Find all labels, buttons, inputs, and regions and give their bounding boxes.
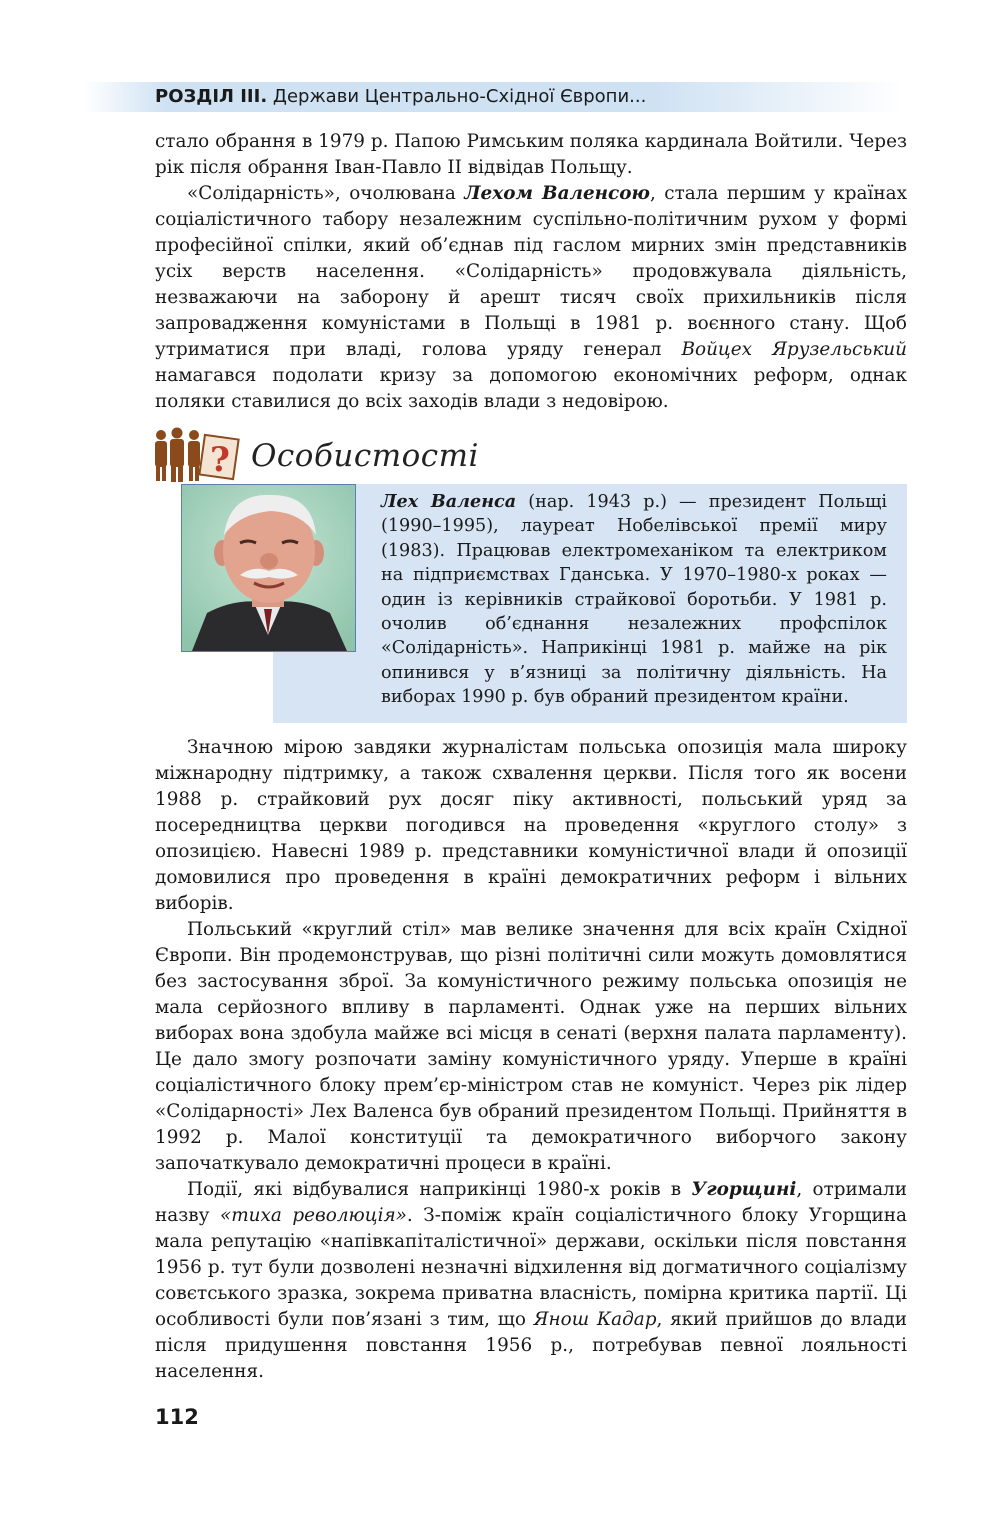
person-name: Войцех Ярузельський — [681, 339, 907, 360]
section-title: Держави Центрально-Східної Європи... — [272, 86, 647, 107]
bio-text: Лех Валенса (нар. 1943 р.) — президент Польщі (1990–1995), лауреат Нобелівської премії миру (1983). Працював електромеханіком та електриком на підприємствах Гданська. У 1970–1980-х роках — один із керівників страйкової боротьби. У 1981 р. очолив об’єднання незалежних профспілок «Солідарність». Наприкінці 1981 р. майже на рік опинився у в’язниці за політичну діяльність. На виборах 1990 р. був обраний президентом країни. — [381, 491, 887, 708]
paragraph: Події, які відбувалися наприкінці 1980-х років в Угорщині, отримали назву «тиха революція». З-поміж країн соціалістичного блоку Угорщина мала репутацію «напівкапіталістичної» держави, оскільки після повстання 1956 р. тут були дозволені незначні відхилення від догматичного соціалізму совєтського зразка, зокрема приватна власність, помірна критика партії. Ці особливості були пов’язані з тим, що Янош Кадар, який прийшов до влади після придушення повстання 1956 р., потребував певної лояльності населення. — [155, 1179, 907, 1382]
text-block-bottom — [155, 735, 907, 1385]
section-number: РОЗДІЛ III. — [155, 86, 268, 107]
term: «тиха революція» — [219, 1205, 407, 1226]
paragraph: стало обрання в 1979 р. Папою Римським поляка кардинала Войтили. Через рік після обрання Іван-Павло ІІ відвідав Польщу. — [155, 131, 907, 178]
persons-icon — [152, 425, 242, 485]
paragraph: Значною мірою завдяки журналістам польська опозиція мала широку міжнародну підтримку, а також схвалення церкви. Після того як восени 1988 р. страйковий рух досяг піку активності, польський уряд за посередництва церкви погодився на проведення «круглого столу» з опозицією. Навесні 1989 р. представники комуністичної влади й опозиції домовилися про проведення в країні демократичних реформ і вільних виборів. — [155, 737, 907, 914]
section-header — [155, 86, 646, 107]
bio-name: Лех Валенса — [381, 491, 517, 512]
paragraph: Польський «круглий стіл» мав велике значення для всіх країн Східної Європи. Він продемонстрував, що різні політичні сили можуть домовлятися без застосування зброї. За комуністичного режиму польська опозиція не мала серйозного впливу в парламенті. Однак уже на перших вільних виборах вона здобула майже всі місця в сенаті (верхня палата парламенту). Це дало змогу розпочати заміну комуністичного уряду. Уперше в країні соціалістичного блоку прем’єр-міністром став не комуніст. Через рік лідер «Солідарності» Лех Валенса був обраний президентом Польщі. Прийняття в 1992 р. Малої конституції та демократичного виборчого закону започаткувало демократичні процеси в країні. — [155, 919, 907, 1174]
country-name: Угорщині — [691, 1179, 797, 1200]
page-number: 112 — [155, 1405, 199, 1429]
persons-title: Особистості — [251, 438, 479, 474]
portrait-photo — [181, 484, 356, 652]
person-name: Лехом Валенсою — [464, 183, 650, 204]
text-block-top — [155, 129, 907, 415]
paragraph: «Солідарність», очолювана Лехом Валенсою, стала першим у країнах соціалістичного табору незалежним суспільно-політичним рухом у формі професійної спілки, який об’єднав під гаслом мирних змін представників усіх верств населення. «Солідарність» продовжувала діяльність, незважаючи на заборону й арешт тисяч своїх прихильників після запровадження комуністами в Польщі в 1981 р. воєнного стану. Щоб утриматися при владі, голова уряду генерал Войцех Ярузельський намагався подолати кризу за допомогою економічних реформ, однак поляки ставилися до всіх заходів влади з недовірою. — [155, 183, 907, 412]
svg-text:?: ? — [210, 440, 230, 480]
person-name: Янош Кадар — [533, 1309, 657, 1330]
